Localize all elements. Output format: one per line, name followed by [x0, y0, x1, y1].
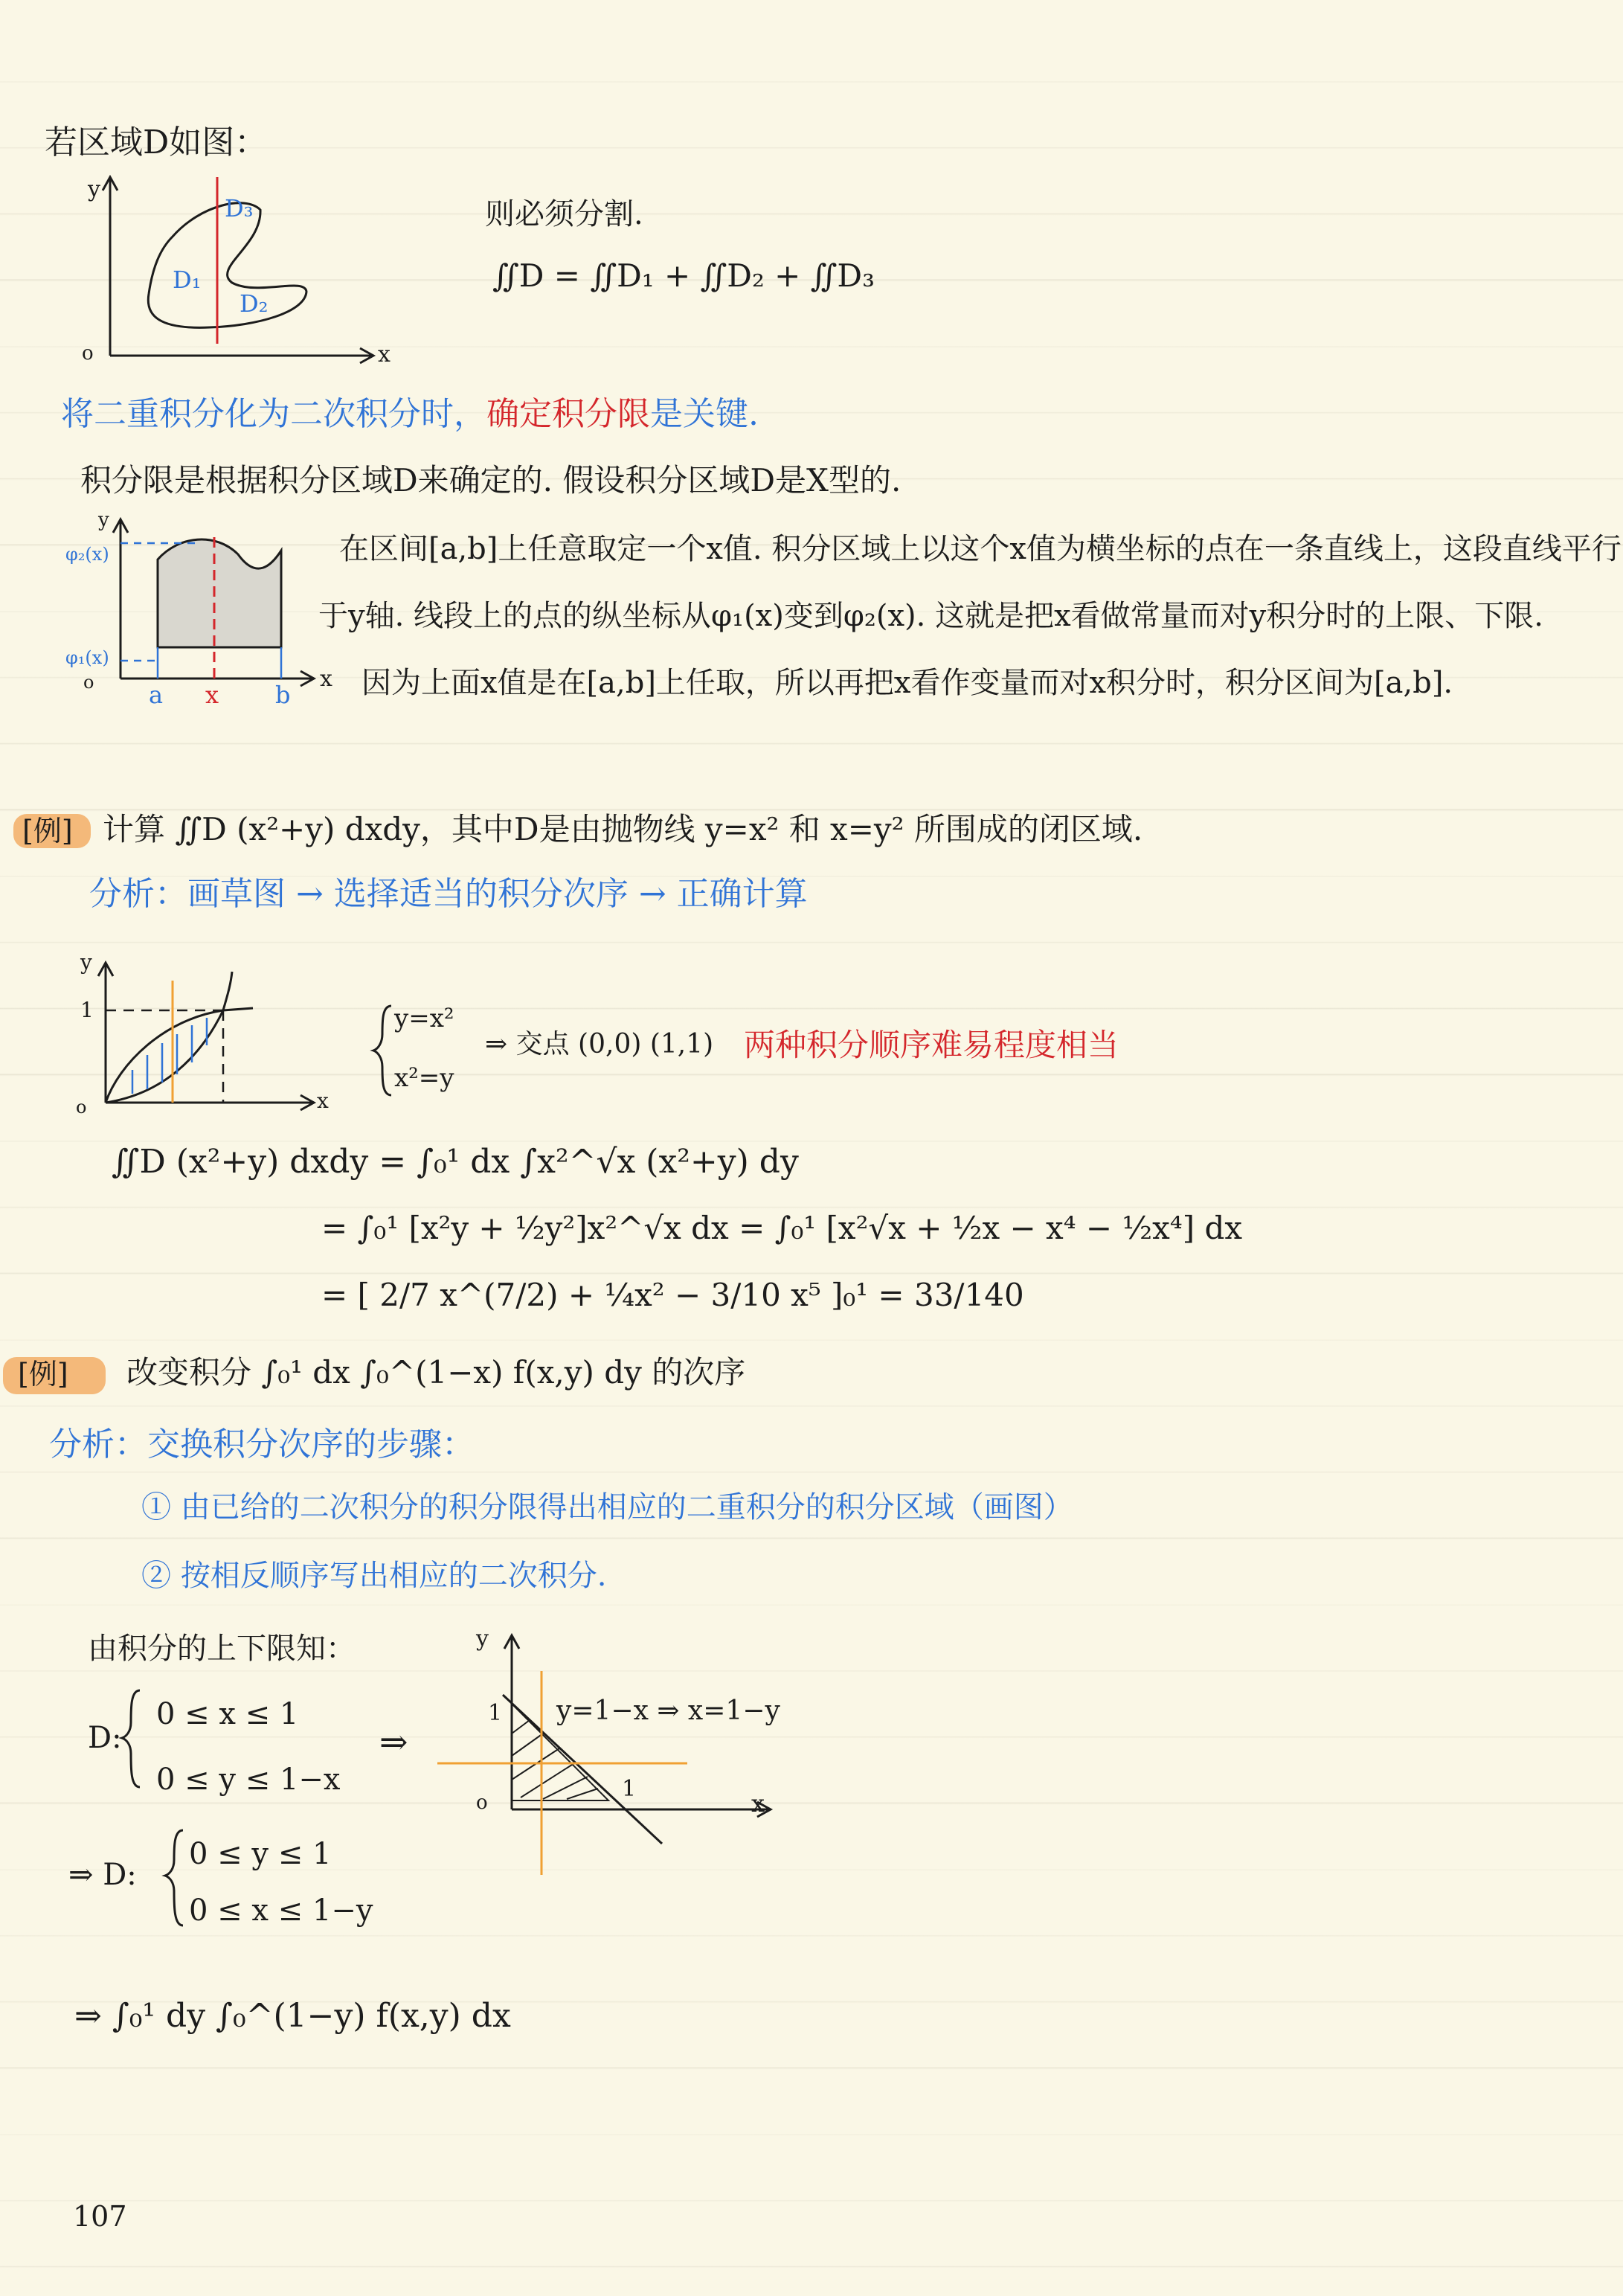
implies-arrow: ⇒ — [379, 1722, 408, 1762]
example2-problem: 改变积分 ∫₀¹ dx ∫₀^(1−x) f(x,y) dy 的次序 — [126, 1354, 746, 1391]
region-d3-label: D₃ — [225, 194, 254, 222]
domain-d-label: D: — [88, 1721, 122, 1755]
sec2-origin-label: o — [83, 672, 94, 693]
region-d2-label: D₂ — [240, 289, 269, 318]
key-line-part1: 将二重积分化为二次积分时， — [61, 395, 486, 433]
example2-tag: [例] — [18, 1358, 68, 1391]
domain2-y-range: 0 ≤ y ≤ 1 — [189, 1837, 332, 1871]
domain2-x-range: 0 ≤ x ≤ 1−y — [189, 1893, 373, 1928]
ex1-x-axis-label: x — [317, 1088, 329, 1113]
ex1-y-axis-label: y — [80, 950, 92, 975]
sec1-x-axis-label: x — [378, 341, 391, 368]
interval-a-label: a — [149, 681, 164, 709]
ex2-x-one-label: 1 — [622, 1776, 637, 1802]
key-line-part2: 是关键. — [650, 395, 759, 433]
ex2-y-one-label: 1 — [488, 1700, 503, 1726]
domain-d2-label: ⇒ D: — [68, 1858, 137, 1892]
calc-step-3: = [ 2/7 x^(7/2) + ¼x² − 3/10 x⁵ ]₀¹ = 33/140 — [321, 1277, 1024, 1313]
calc-step-2: = ∫₀¹ [x²y + ½y²]x²^√x dx = ∫₀¹ [x²√x + ½x − x⁴ − ½x⁴] dx — [321, 1210, 1243, 1246]
calc-step-1: ∬D (x²+y) dxdy = ∫₀¹ dx ∫x²^√x (x²+y) dy — [112, 1143, 799, 1181]
page-number: 107 — [73, 2200, 127, 2233]
explanation-line-2: 于y轴. 线段上的点的纵坐标从φ₁(x)变到φ₂(x). 这就是把x看做常量而对y积分时的上限、下限. — [318, 599, 1543, 633]
order-difficulty-note: 两种积分顺序难易程度相当 — [744, 1027, 1119, 1063]
example1-analysis: 分析：画草图 → 选择适当的积分次序 → 正确计算 — [89, 875, 808, 913]
boundary-line-label: y=1−x ⇒ x=1−y — [556, 1696, 780, 1726]
explanation-line-3: 因为上面x值是在[a,b]上任取，所以再把x看作变量而对x积分时，积分区间为[a,b]. — [361, 666, 1453, 700]
example2-step-1: ① 由已给的二次积分的积分限得出相应的二重积分的积分区域（画图） — [141, 1490, 1073, 1524]
ex2-x-axis-label: x — [751, 1789, 765, 1818]
example1-tag: [例] — [22, 815, 73, 847]
integration-limits-intro: 积分限是根据积分区域D来确定的. 假设积分区域D是X型的. — [80, 462, 902, 498]
section1-title: 若区域D如图： — [45, 124, 268, 161]
ex2-y-axis-label: y — [476, 1626, 489, 1652]
sec2-y-axis-label: y — [98, 509, 109, 531]
phi1-label: φ₁(x) — [65, 647, 109, 668]
ex1-one-label: 1 — [80, 998, 94, 1022]
example1-problem: 计算 ∬D (x²+y) dxdy，其中D是由抛物线 y=x² 和 x=y² 所围成的闭区域. — [103, 811, 1143, 847]
phi2-label: φ₂(x) — [65, 544, 109, 565]
system-eq-1: y=x² — [394, 1004, 454, 1033]
split-label: 则必须分割. — [485, 197, 643, 231]
ex1-origin-label: o — [76, 1097, 87, 1117]
region-d1-label: D₁ — [173, 266, 202, 294]
sec2-x-axis-label: x — [320, 666, 332, 692]
explanation-line-1: 在区间[a,b]上任意取定一个x值. 积分区域上以这个x值为横坐标的点在一条直线上，这段直线平行 — [339, 532, 1622, 566]
example2-step-2: ② 按相反顺序写出相应的二次积分. — [141, 1559, 607, 1593]
interval-b-label: b — [275, 681, 291, 709]
sec1-origin-label: o — [82, 342, 94, 365]
domain-y-range: 0 ≤ y ≤ 1−x — [156, 1763, 341, 1797]
swapped-integral-result: ⇒ ∫₀¹ dy ∫₀^(1−y) f(x,y) dx — [74, 1997, 511, 2035]
split-formula: ∬D = ∬D₁ + ∬D₂ + ∬D₃ — [492, 257, 875, 294]
example2-analysis: 分析：交换积分次序的步骤： — [49, 1426, 475, 1463]
system-eq-2: x²=y — [394, 1063, 454, 1093]
key-line-red: 确定积分限 — [486, 395, 650, 433]
intersection-points: ⇒ 交点 (0,0) (1,1) — [485, 1029, 714, 1059]
domain-x-range: 0 ≤ x ≤ 1 — [156, 1697, 299, 1731]
sec1-y-axis-label: y — [88, 176, 100, 202]
ex2-origin-label: o — [476, 1792, 488, 1814]
limits-intro: 由积分的上下限知： — [88, 1632, 356, 1666]
x-choice-label: x — [205, 681, 219, 709]
